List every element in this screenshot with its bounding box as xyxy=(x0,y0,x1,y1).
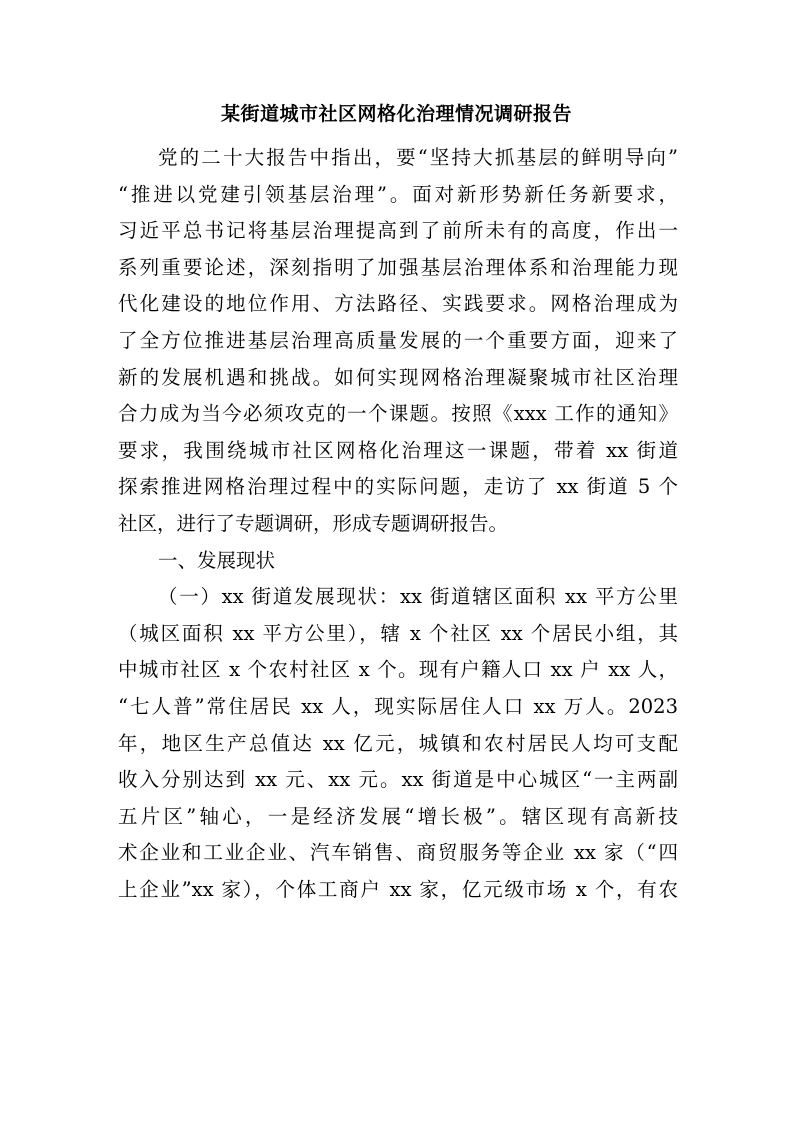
text-line: 党的二十大报告中指出，要“坚持大抓基层的鲜明导向” xyxy=(158,146,678,169)
text-line: （城区面积 xx 平方公里），辖 x 个社区 xx 个居民小组，其 xyxy=(118,621,678,645)
page-title: 某街道城市社区网格化治理情况调研报告 xyxy=(220,103,572,125)
text-line: 要求，我围绕城市社区网格化治理这一课题，带着 xx 街道 xyxy=(118,438,678,462)
text-line: （一）xx 街道发展现状：xx 街道辖区面积 xx 平方公里 xyxy=(158,585,678,609)
text-line: 探索推进网格治理过程中的实际问题，走访了 xx 街道 5 个 xyxy=(118,475,678,499)
text-line: 五片区”轴心，一是经济发展“增长极”。辖区现有高新技 xyxy=(118,804,678,828)
text-line: 年，地区生产总值达 xx 亿元，城镇和农村居民人均可支配 xyxy=(118,731,678,755)
text-line: 合力成为当今必须攻克的一个课题。按照《xxx 工作的通知》 xyxy=(118,402,678,426)
text-line: 上企业”xx 家），个体工商户 xx 家，亿元级市场 x 个，有农 xyxy=(118,877,678,901)
text-line: “推进以党建引领基层治理”。面对新形势新任务新要求， xyxy=(118,182,678,206)
text-line: 新的发展机遇和挑战。如何实现网格治理凝聚城市社区治理 xyxy=(118,365,678,389)
text-line: 术企业和工业企业、汽车销售、商贸服务等企业 xx 家（“四 xyxy=(118,841,678,865)
text-line: “七人普”常住居民 xx 人，现实际居住人口 xx 万人。2023 xyxy=(118,694,678,718)
body-text xyxy=(118,140,678,908)
text-line: 系列重要论述，深刻指明了加强基层治理体系和治理能力现 xyxy=(118,255,678,279)
text-line: 习近平总书记将基层治理提高到了前所未有的高度，作出一 xyxy=(118,219,678,243)
text-line: 社区，进行了专题调研，形成专题调研报告。 xyxy=(118,511,509,535)
text-line: 了全方位推进基层治理高质量发展的一个重要方面，迎来了 xyxy=(118,328,678,352)
section-heading: 一、发展现状 xyxy=(158,548,276,572)
text-line: 收入分别达到 xx 元、xx 元。xx 街道是中心城区“一主两副 xyxy=(118,768,678,792)
text-line: 代化建设的地位作用、方法路径、实践要求。网格治理成为 xyxy=(118,292,678,316)
text-line: 中城市社区 x 个农村社区 x 个。现有户籍人口 xx 户 xx 人， xyxy=(118,658,678,682)
